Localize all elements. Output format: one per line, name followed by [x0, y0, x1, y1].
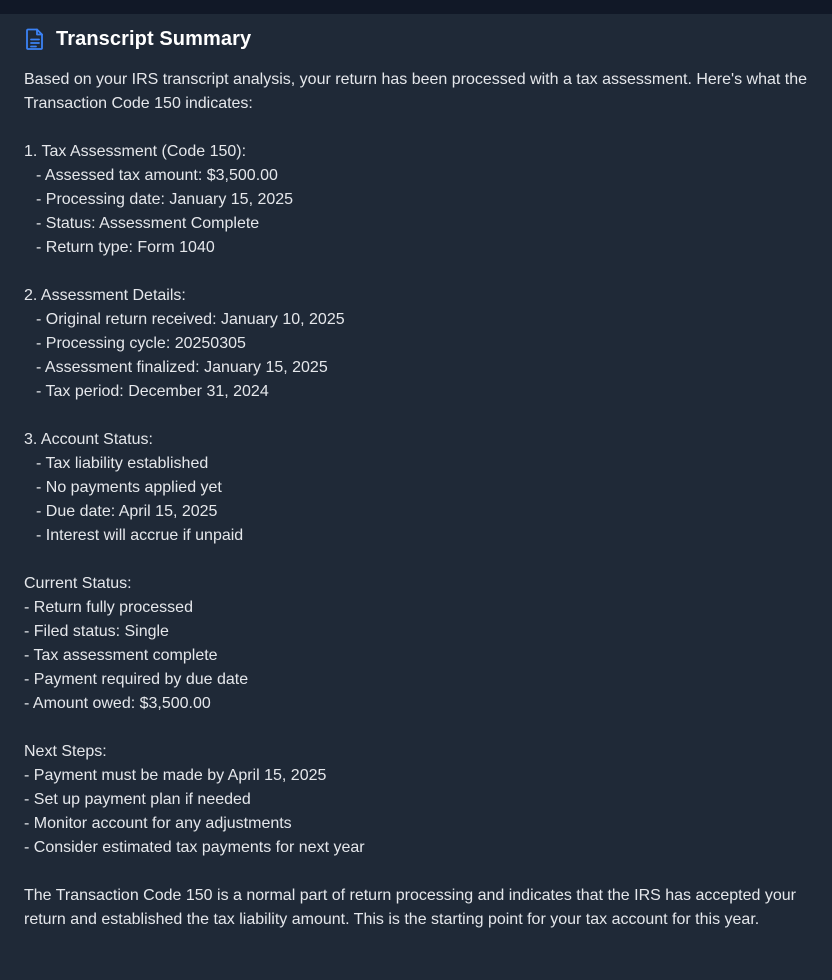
- intro-paragraph: Based on your IRS transcript analysis, your return has been processed with a tax assessment. Here's what the Transaction Code 150 indicates:: [24, 71, 807, 112]
- document-icon: [24, 27, 46, 51]
- list-item: - Set up payment plan if needed: [24, 791, 251, 808]
- section-heading: Current Status:: [24, 575, 132, 592]
- section-heading: 2. Assessment Details:: [24, 287, 186, 304]
- list-item: - Processing date: January 15, 2025: [36, 191, 294, 208]
- list-item: - Return type: Form 1040: [36, 239, 215, 256]
- list-item: - Assessment finalized: January 15, 2025: [36, 359, 328, 376]
- list-item: - Tax period: December 31, 2024: [36, 383, 269, 400]
- list-item: - Filed status: Single: [24, 623, 169, 640]
- section-current-status: [24, 572, 808, 716]
- section-heading: Next Steps:: [24, 743, 107, 760]
- list-item: - Return fully processed: [24, 599, 193, 616]
- section-heading: 3. Account Status:: [24, 431, 153, 448]
- top-window-strip: [0, 0, 832, 14]
- section-assessment-details: [24, 284, 808, 404]
- list-item: - Consider estimated tax payments for next year: [24, 839, 365, 856]
- card-header: [24, 26, 251, 52]
- list-item: - Payment required by due date: [24, 671, 249, 688]
- conclusion-paragraph: The Transaction Code 150 is a normal part of return processing and indicates that the IRS has accepted your return and established the tax liability amount. This is the starting point for your tax account for this year.: [24, 887, 796, 928]
- page-title: Transcript Summary: [56, 27, 252, 50]
- list-item: - Monitor account for any adjustments: [24, 815, 292, 832]
- section-heading: 1. Tax Assessment (Code 150):: [24, 143, 247, 160]
- list-item: - Tax assessment complete: [24, 647, 218, 664]
- list-item: - Assessed tax amount: $3,500.00: [36, 167, 278, 184]
- list-item: - No payments applied yet: [36, 479, 222, 496]
- list-item: - Status: Assessment Complete: [36, 215, 260, 232]
- section-next-steps: [24, 740, 808, 860]
- transcript-summary-card: [0, 14, 832, 980]
- list-item: - Amount owed: $3,500.00: [24, 695, 211, 712]
- list-item: - Tax liability established: [36, 455, 209, 472]
- list-item: - Original return received: January 10, 2025: [36, 311, 345, 328]
- list-item: - Processing cycle: 20250305: [36, 335, 246, 352]
- list-item: - Interest will accrue if unpaid: [36, 527, 244, 544]
- section-tax-assessment: [24, 140, 808, 260]
- list-item: - Payment must be made by April 15, 2025: [24, 767, 327, 784]
- list-item: - Due date: April 15, 2025: [36, 503, 218, 520]
- summary-body: [24, 68, 808, 932]
- section-account-status: [24, 428, 808, 548]
